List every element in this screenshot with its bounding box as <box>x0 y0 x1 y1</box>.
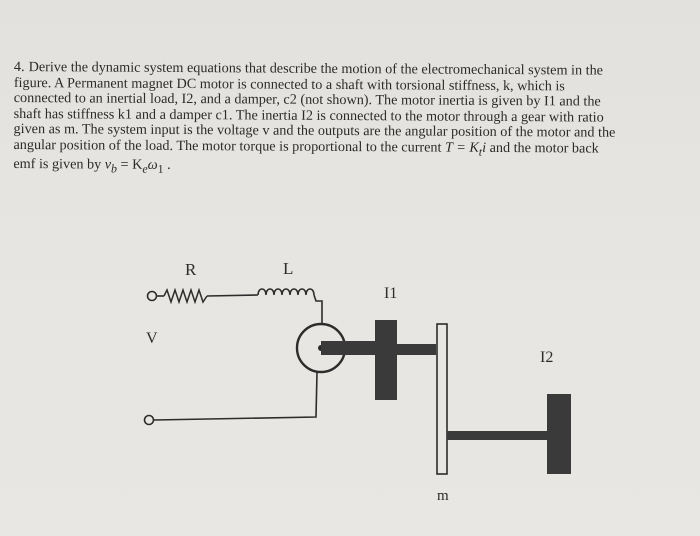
emf-eq-var-sub: 1 <box>157 162 164 177</box>
return-wire <box>154 372 317 420</box>
problem-text-1: Derive the dynamic system equations that describe the motion of the electromechanical system in the <box>28 59 604 79</box>
top-terminal <box>148 292 157 301</box>
gear-ratio-label: m <box>437 488 449 504</box>
wire-inductor-to-motor <box>314 295 322 325</box>
wire-resistor-to-inductor <box>207 295 258 296</box>
problem-text-6-tail: and the motor back <box>486 139 599 157</box>
emf-eq-sub: e <box>142 162 148 177</box>
emf-eq-var: ω <box>147 157 158 174</box>
inertia-1-block <box>375 320 397 400</box>
inertia-2-label: I2 <box>540 349 554 366</box>
problem-line-2: figure. A Permanent magnet DC motor is connected to a shaft with torsional stiffness, k, which is <box>13 74 565 94</box>
resistor-label: R <box>185 260 197 279</box>
emf-eq-main: = K <box>116 157 143 174</box>
problem-line-3: connected to an inertial load, I2, and a damper, c2 (not shown). The motor inertia is given by I1 and the <box>13 90 601 110</box>
inductor-coil <box>258 289 314 295</box>
emf-lhs: v <box>104 156 112 173</box>
torque-eq-main: T = K <box>445 139 479 156</box>
problem-number: 4. <box>13 59 25 76</box>
gear <box>437 324 447 474</box>
voltage-label: V <box>146 330 158 347</box>
problem-line-4: shaft has stiffness k1 and a damper c1. The inertia I2 is connected to the motor through a gear with ratio <box>13 105 604 126</box>
torque-eq-var: i <box>482 139 487 156</box>
problem-text-7: emf is given by <box>13 156 105 173</box>
torque-eq-sub: t <box>478 144 483 159</box>
inductor-label: L <box>283 259 294 278</box>
resistor-zigzag <box>164 290 207 302</box>
bottom-terminal <box>145 416 154 425</box>
problem-text-6: angular position of the load. The motor torque is proportional to the current <box>13 136 442 156</box>
emf-lhs-sub: b <box>111 161 118 176</box>
motor-shaft <box>321 341 377 355</box>
inertia-1-label: I1 <box>384 285 398 302</box>
problem-line-5: given as m. The system input is the voltage v and the outputs are the angular position of the motor and the <box>13 121 616 142</box>
inertia-2-block <box>547 394 571 474</box>
shaft-k1 <box>397 344 436 355</box>
load-shaft <box>447 431 548 440</box>
problem-text-7-tail: . <box>163 157 171 174</box>
